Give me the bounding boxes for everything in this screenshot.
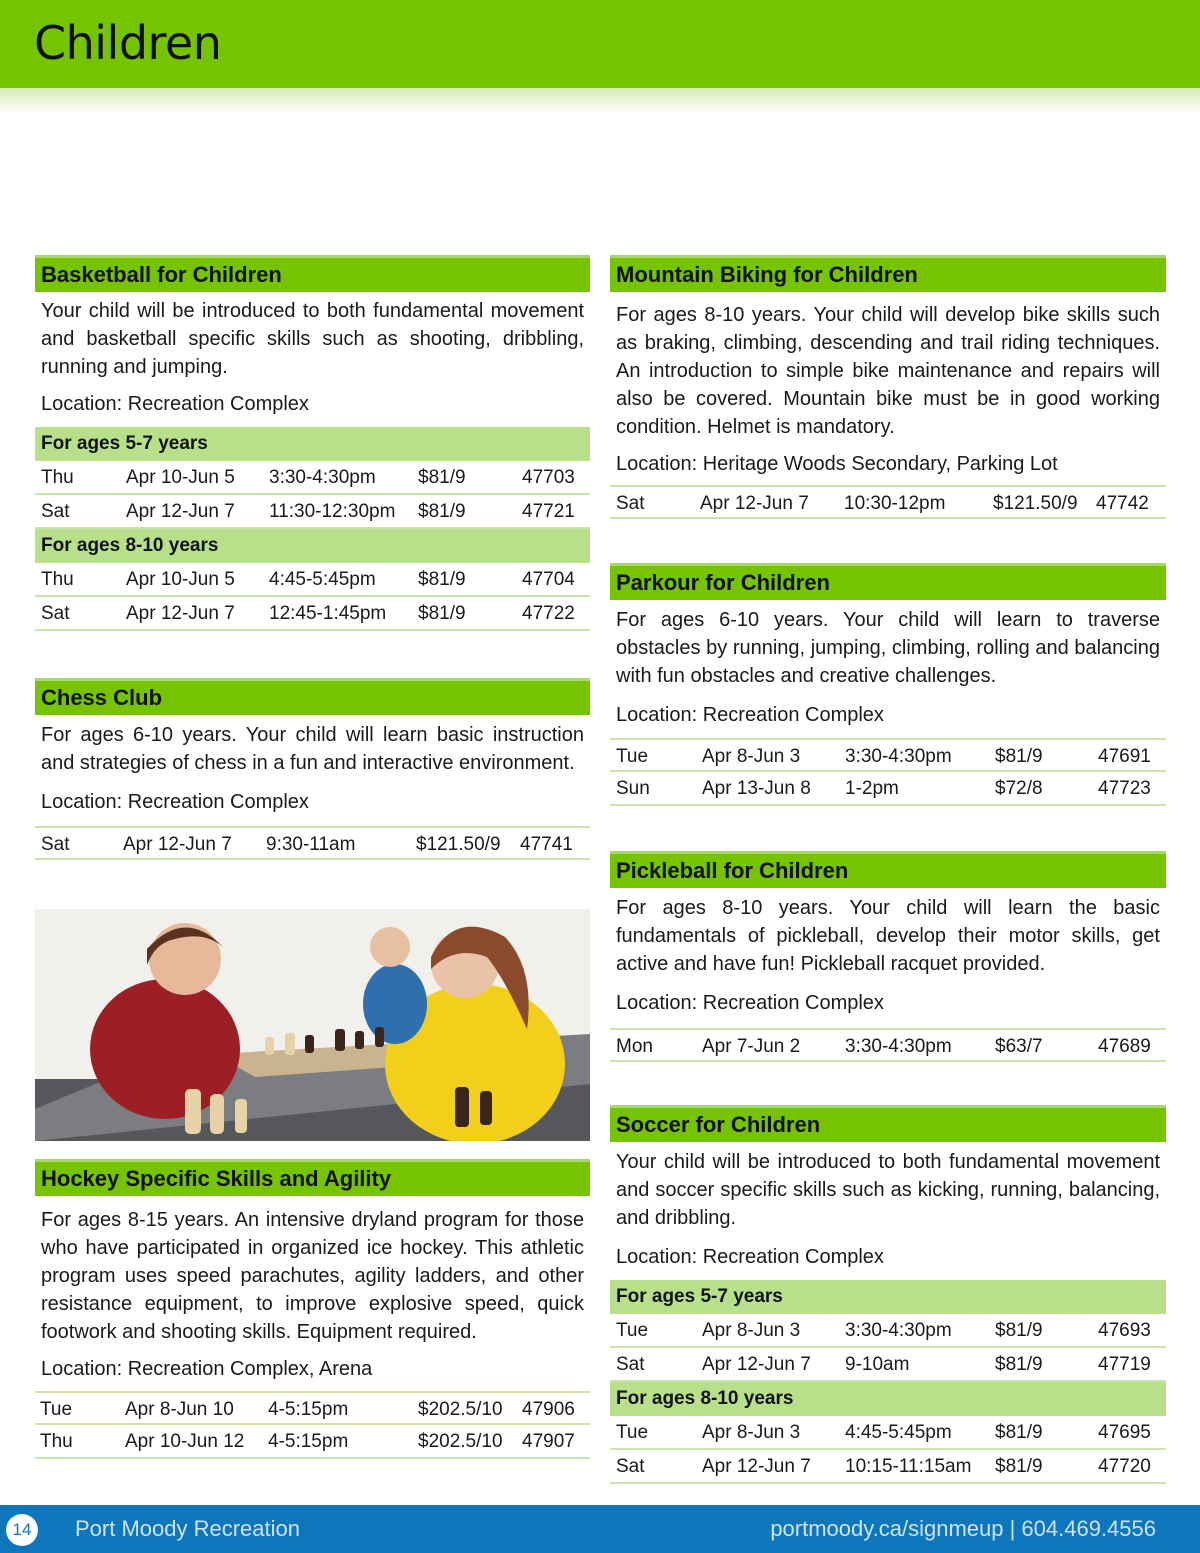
cell-code: 47906 (522, 1399, 575, 1420)
children-playing-chess-image (35, 909, 590, 1141)
page-footer (0, 1505, 1200, 1553)
cell-dates: Apr 12-Jun 7 (126, 501, 235, 522)
cell-fee: $81/9 (995, 746, 1043, 767)
cell-dates: Apr 13-Jun 8 (702, 778, 811, 799)
table-row[interactable] (35, 495, 590, 529)
cell-fee: $81/9 (418, 467, 466, 488)
cell-time: 4-5:15pm (268, 1399, 349, 1420)
table-row[interactable] (610, 1348, 1166, 1382)
cell-dates: Apr 8-Jun 3 (702, 1320, 801, 1341)
table-row[interactable] (35, 1391, 590, 1425)
program-title: Hockey Specific Skills and Agility (35, 1159, 590, 1196)
cell-day: Mon (616, 1036, 653, 1057)
age-group-header: For ages 8-10 years (610, 1382, 1166, 1416)
table-row[interactable] (610, 485, 1166, 519)
cell-code: 47723 (1098, 778, 1151, 799)
program-location: Location: Heritage Woods Secondary, Parking Lot (616, 453, 1058, 475)
cell-day: Thu (41, 569, 74, 590)
table-row[interactable] (35, 826, 590, 860)
page-title: Children (34, 16, 222, 70)
cell-dates: Apr 12-Jun 7 (700, 493, 809, 514)
table-row[interactable] (35, 1425, 590, 1459)
cell-time: 4-5:15pm (268, 1431, 349, 1452)
program-location: Location: Recreation Complex (616, 992, 884, 1014)
cell-fee: $63/7 (995, 1036, 1043, 1057)
program-description: For ages 8-15 years. An intensive dryland program for those who have participated in organized ice hockey. This athletic program uses speed parachutes, agility ladders, and other resistance equipment, to improve explosive speed, quick footwork and shooting skills. Equipment required. (41, 1209, 584, 1343)
cell-day: Thu (41, 467, 74, 488)
age-group-header: For ages 5-7 years (610, 1280, 1166, 1314)
cell-fee: $202.5/10 (418, 1431, 503, 1452)
cell-dates: Apr 12-Jun 7 (123, 834, 232, 855)
program-location: Location: Recreation Complex (41, 393, 309, 415)
schedule-table (35, 427, 590, 631)
cell-dates: Apr 7-Jun 2 (702, 1036, 801, 1057)
age-group-header: For ages 5-7 years (35, 427, 590, 461)
cell-code: 47693 (1098, 1320, 1151, 1341)
cell-time: 9:30-11am (266, 834, 356, 855)
table-row[interactable] (610, 1450, 1166, 1484)
cell-time: 1-2pm (845, 778, 899, 799)
program-title: Mountain Biking for Children (610, 255, 1166, 292)
program-title: Basketball for Children (35, 255, 590, 292)
program-mountain-biking (610, 255, 1166, 519)
program-pickleball (610, 851, 1166, 1062)
cell-code: 47720 (1098, 1456, 1151, 1477)
cell-dates: Apr 10-Jun 5 (126, 569, 235, 590)
program-description: For ages 8-10 years. Your child will develop bike skills such as braking, climbing, descending and trail riding techniques. An introduction to simple bike maintenance and repairs will also be covered. Mountain bike must be in good working condition. Helmet is mandatory. (616, 304, 1160, 438)
cell-fee: $81/9 (418, 569, 466, 590)
program-hockey (35, 1159, 590, 1459)
cell-fee: $81/9 (418, 603, 466, 624)
cell-fee: $72/8 (995, 778, 1043, 799)
cell-code: 47704 (522, 569, 575, 590)
program-location: Location: Recreation Complex (616, 704, 884, 726)
program-title: Soccer for Children (610, 1105, 1166, 1142)
program-description: Your child will be introduced to both fundamental movement and soccer specific skills such as kicking, running, balancing, and dribbling. (616, 1151, 1160, 1229)
program-description: For ages 6-10 years. Your child will learn to traverse obstacles by running, jumping, climbing, rolling and balancing with fun obstacles and creative challenges. (616, 609, 1160, 687)
program-chess (35, 678, 590, 860)
cell-fee: $81/9 (995, 1456, 1043, 1477)
cell-code: 47722 (522, 603, 575, 624)
table-row[interactable] (610, 1028, 1166, 1062)
table-row[interactable] (610, 772, 1166, 806)
cell-day: Sat (616, 1354, 645, 1375)
cell-code: 47691 (1098, 746, 1151, 767)
cell-day: Sat (41, 501, 70, 522)
cell-time: 11:30-12:30pm (269, 501, 396, 522)
table-row[interactable] (35, 461, 590, 495)
cell-day: Tue (616, 1320, 649, 1341)
program-basketball (35, 255, 590, 631)
cell-code: 47703 (522, 467, 575, 488)
program-title: Parkour for Children (610, 563, 1166, 600)
cell-time: 10:15-11:15am (845, 1456, 972, 1477)
table-row[interactable] (610, 738, 1166, 772)
program-description: For ages 6-10 years. Your child will learn basic instruction and strategies of chess in a fun and interactive environment. (41, 724, 584, 774)
cell-fee: $81/9 (995, 1320, 1043, 1341)
age-group-header: For ages 8-10 years (35, 529, 590, 563)
program-location: Location: Recreation Complex (41, 791, 309, 813)
schedule-table (610, 1280, 1166, 1484)
cell-dates: Apr 10-Jun 5 (126, 467, 235, 488)
program-soccer (610, 1105, 1166, 1484)
cell-day: Tue (616, 746, 649, 767)
cell-day: Sat (41, 603, 70, 624)
cell-code: 47719 (1098, 1354, 1151, 1375)
cell-day: Sat (616, 493, 645, 514)
footer-contact-link[interactable]: portmoody.ca/signmeup | 604.469.4556 (770, 1516, 1156, 1541)
cell-day: Sun (616, 778, 650, 799)
program-description: For ages 8-10 years. Your child will learn the basic fundamentals of pickleball, develop their motor skills, get active and have fun! Pickleball racquet provided. (616, 897, 1160, 975)
footer-org-name: Port Moody Recreation (75, 1516, 300, 1541)
header-divider (0, 88, 1200, 114)
cell-time: 4:45-5:45pm (269, 569, 376, 590)
schedule-table (610, 738, 1166, 806)
cell-code: 47721 (522, 501, 575, 522)
cell-day: Thu (40, 1431, 73, 1452)
cell-dates: Apr 12-Jun 7 (126, 603, 235, 624)
page-header (0, 0, 1200, 90)
cell-fee: $81/9 (995, 1422, 1043, 1443)
cell-day: Tue (616, 1422, 649, 1443)
cell-time: 3:30-4:30pm (845, 1036, 952, 1057)
cell-time: 3:30-4:30pm (845, 1320, 952, 1341)
cell-time: 12:45-1:45pm (269, 603, 387, 624)
program-title: Chess Club (35, 678, 590, 715)
cell-dates: Apr 12-Jun 7 (702, 1456, 811, 1477)
cell-code: 47741 (520, 834, 573, 855)
page-number: 14 (6, 1514, 38, 1546)
cell-fee: $81/9 (995, 1354, 1043, 1375)
cell-dates: Apr 8-Jun 3 (702, 746, 801, 767)
cell-fee: $202.5/10 (418, 1399, 503, 1420)
schedule-table (610, 1028, 1166, 1062)
cell-time: 3:30-4:30pm (269, 467, 376, 488)
cell-time: 9-10am (845, 1354, 910, 1375)
schedule-table (35, 826, 590, 860)
cell-code: 47742 (1096, 493, 1149, 514)
cell-day: Tue (40, 1399, 73, 1420)
cell-day: Sat (41, 834, 70, 855)
cell-dates: Apr 8-Jun 3 (702, 1422, 801, 1443)
program-location: Location: Recreation Complex (616, 1246, 884, 1268)
cell-fee: $81/9 (418, 501, 466, 522)
table-row[interactable] (35, 563, 590, 597)
schedule-table (610, 485, 1166, 519)
table-row[interactable] (35, 597, 590, 631)
cell-time: 4:45-5:45pm (845, 1422, 952, 1443)
cell-code: 47907 (522, 1431, 575, 1452)
schedule-table (35, 1391, 590, 1459)
program-description: Your child will be introduced to both fundamental movement and basketball specific skills such as shooting, dribbling, running and jumping. (41, 300, 584, 378)
cell-time: 10:30-12pm (844, 493, 946, 514)
cell-fee: $121.50/9 (993, 493, 1078, 514)
cell-dates: Apr 12-Jun 7 (702, 1354, 811, 1375)
cell-day: Sat (616, 1456, 645, 1477)
table-row[interactable] (610, 1314, 1166, 1348)
program-location: Location: Recreation Complex, Arena (41, 1358, 373, 1380)
cell-code: 47695 (1098, 1422, 1151, 1443)
cell-dates: Apr 8-Jun 10 (125, 1399, 234, 1420)
table-row[interactable] (610, 1416, 1166, 1450)
chess-photo (35, 909, 590, 1141)
cell-dates: Apr 10-Jun 12 (125, 1431, 245, 1452)
program-parkour (610, 563, 1166, 806)
program-title: Pickleball for Children (610, 851, 1166, 888)
cell-code: 47689 (1098, 1036, 1151, 1057)
cell-time: 3:30-4:30pm (845, 746, 952, 767)
cell-fee: $121.50/9 (416, 834, 501, 855)
